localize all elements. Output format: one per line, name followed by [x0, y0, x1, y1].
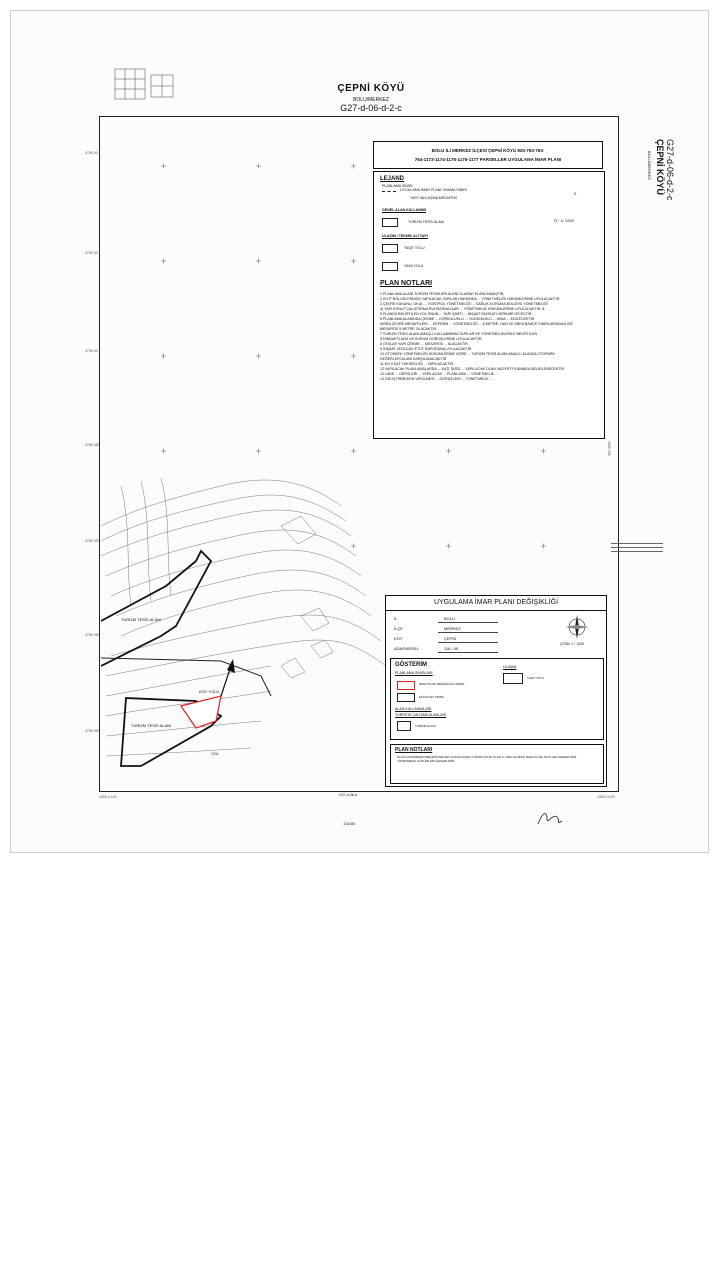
side-sheet-code: G27-d-06-d-2-c [665, 139, 675, 201]
change-block [385, 595, 607, 787]
title-block-line2: 764-1173-1174-1175-1176-1177 PARSELLER UYGULAMA İMAR PLANI [414, 157, 562, 162]
field-label-ada: ADA/PARSEL [394, 646, 419, 651]
plan-note: 8 OTALAR YAPI ÇEKME ... MESAFESİ ... ALACAKTIR. [380, 342, 469, 346]
coord-left-3: 4706 00 [85, 349, 98, 353]
field-label-il: İL [394, 616, 398, 621]
map-label-tourism-bottom: TURİZM TESİS ALANI [131, 723, 172, 728]
gosterim-tourism-areas: TURİSTİK ÇALIŞMA ALANLARI [395, 713, 447, 717]
change-block-heading: UYGULAMA İMAR PLANI DEĞİŞİKLİĞİ [386, 596, 606, 611]
change-notes-panel [390, 744, 604, 784]
legend-planning-limits: PLANLAMA SINIRI [382, 184, 413, 188]
gosterim-parcel-boundary: MÜLKİYET SINIRI [419, 695, 444, 699]
plan-note: KIBRA ÇEVRE MESAFELERİ ... DEPREM ... YÖNETMELİĞİ ... 8 METRE, HAN VE ARKA BAHÇE SINIRLARINDAN İSE [380, 322, 573, 326]
field-value-koy: ÇEPNİ [444, 636, 457, 641]
plan-note: 10 OTOPARK YÖNETMELİĞİ HÜKÜMLERİNE GÖRE ... TURİZM TESİS ALANI AMAÇLI ALANDA OTOPARK [380, 352, 555, 356]
change-boundary-swatch [397, 681, 415, 690]
gosterim-planning-limits: PLANLAMA SINIRLARI [395, 671, 433, 675]
coord-left-2: 4706 50 [85, 251, 98, 255]
sheet-title: ÇEPNİ KÖYÜ [337, 83, 405, 94]
legend-pedestrian-road: TAŞIT YOLU [404, 246, 425, 250]
plan-note: 5 PLANDA BELİRTİLEN YOL ÖNÜN ... YAPI ŞARTI ... İNŞAAT RUHSATI VERİLMEYECEKTİR. [380, 312, 533, 316]
sheet-subtitle: BOLU/MERKEZ [353, 97, 389, 103]
topographic-map [101, 466, 401, 791]
vehicle-road-swatch-2 [503, 673, 523, 684]
legend-scale: Ö : 1/ 1000 [554, 218, 574, 223]
legend-infrastructure: ULAŞIM / TEKNİK ALTYAPI [382, 234, 428, 238]
side-sheet-subtitle: BOLU/MERKEZ [647, 151, 652, 180]
plan-note: 9 İNŞAAT JEOLOJİK ETÜT RAPORUNA UYULACAKTIR. [380, 347, 473, 351]
title-block-line1: BOLU İLİ MERKEZ İLÇESİ ÇEPNİ KÖYÜ 825-763-763- [431, 148, 545, 153]
gosterim-vehicle-road: TAŞIT YOLU [527, 676, 545, 680]
coord-left-5: 4706 400 [85, 539, 100, 543]
plan-note: STANDARTLARA VE KURUM GÖRÜŞLERİNE UYULACAKTIR. [380, 337, 483, 341]
gosterim-tourism-area: TURİZM ALANI [415, 724, 436, 728]
gosterim-panel [390, 658, 604, 740]
corner-left-coord: 4306 14.00 [99, 795, 117, 799]
map-label-tourism-top: TURİZM TESİS ALANI [121, 617, 162, 622]
side-stamp [611, 541, 663, 555]
coord-left-7: 4706 300 [85, 729, 100, 733]
sheet-code: G27-d-06-d-2-c [340, 103, 402, 113]
plan-note: 13 LADE ... DERSLERİ ... YAPILACAK ... PLANLAMA ... YÖNETMELİK ... [380, 372, 499, 376]
legend-panel [373, 171, 605, 439]
gosterim-land-use: ALAN KULLANIMLARI [395, 707, 432, 711]
tourism-area-swatch [382, 218, 398, 227]
legend-tourism-area: TURİZM TESİS ALANI [408, 220, 445, 224]
plan-note: 6 PLANLAMA ALANINDA ÇEKME ... KORKULUKLU ... YÜKSEKLİKLİ ... HAVA ... EDİLECEKTİR. [380, 317, 536, 321]
parcel-boundary-swatch [397, 693, 415, 702]
document-sheet [10, 10, 709, 853]
bottom-scale: 1/1000 [343, 821, 356, 826]
coord-left-1: 4706 00 [85, 151, 98, 155]
north-label: ÇİZİM: 1 / 1000 [560, 642, 585, 646]
change-notes-heading: PLAN NOTLARI [395, 747, 433, 753]
legend-plan-boundary: UYGULAMA İMAR PLANI ONAMA SINIRI [400, 188, 467, 192]
field-label-koy: KÖY [394, 636, 403, 641]
legend-vehicle-road: YAYA YOLU [404, 264, 424, 268]
plan-note: 3 ÇEVRE KANUNU, OKUL ... KONTROL YÖNETMELİĞİ ... SAĞLIK KORUMA BÖLGESİ YÖNETMELİĞİ [380, 302, 548, 306]
sheet-index-grid [111, 63, 181, 105]
legend-building-setback: YAPI YAKLAŞMA MESAFESİ [410, 196, 457, 200]
tourism-area-swatch-2 [397, 721, 411, 731]
gosterim-heading: GÖSTERİM [395, 662, 428, 668]
plan-note: 14 GELİŞTİRMEDEN VERİLMESİ ... GÖRÜŞLERİ ... YÖNETMELİK ... [380, 377, 493, 381]
change-notes-text: PLAN KAPSAMINDA BELİRTİLMEYEN HUSUSLARDA YÜRÜRLÜKTE OLAN 1/ 1000 ÖLÇEKLİ İMAR PLANI NOTLARI GEÇERLİDİR ... YÖNETMELİK HÜKÜMLERİ GEÇERLİDİR. [397, 755, 580, 763]
legend-land-use: GENEL ALAN KULLANIMI [382, 208, 426, 212]
map-label-road: YOL [211, 751, 220, 756]
plan-note: 4) YAPI KONUT ÇALIŞTIRMA RUHSATINA DAİR ... YÖNETMELİK HÜKÜMLERİNE UYULACAKTIR. 8. [380, 307, 546, 311]
gosterim-transport: ULAŞIM [503, 665, 517, 669]
side-sheet-title: ÇEPNİ KÖYÜ [655, 139, 665, 196]
pedestrian-road-swatch [382, 262, 398, 271]
coord-right: 4306 400 [607, 441, 611, 456]
coord-left-6: 4706 350 [85, 633, 100, 637]
field-value-il: BOLU [444, 616, 455, 621]
title-block [373, 141, 603, 169]
plan-notes-list [380, 292, 602, 382]
legend-north: K [574, 192, 577, 196]
gosterim-change-boundary: İMAR PLANI DEĞİŞİKLİĞİ SINIRI [419, 682, 465, 686]
plan-note: 7 TURİZM TESİS ALANI AMAÇLI KULLANIMIMA YAPILAR VE YÖNETMELİKLERLE BELİRTİLEN [380, 332, 537, 336]
coord-left-4: 4706 450 [85, 443, 100, 447]
map-label-village-road: KÖY YOLU [199, 689, 220, 694]
north-arrow-icon [564, 614, 590, 640]
corner-right-coord: 4306 14.00 [597, 795, 615, 799]
vehicle-road-swatch [382, 244, 398, 253]
plan-note: 2 KIYIT BÖLGELERİNDE YAPILACAK YAPILAR HAKKINDA ... YÖNETMELİĞİ HÜKÜMLERİNE UYULACAKTIR. [380, 297, 561, 301]
plan-note: 1 PLANLAMA ALANI TURİZM TESİSLERİ ALANI OLARAK PLANLANMIŞTIR. [380, 292, 505, 296]
plan-boundary-symbol [382, 191, 396, 192]
plan-notes-heading: PLAN NOTLARI [380, 280, 433, 287]
bottom-grid-label: G27-d-06-d [339, 793, 357, 797]
field-value-ada: 116 / 45 [444, 646, 459, 651]
plan-note: 11 KÜ 3 KAT YÜKSEKLİĞİ ... YAPILACAKTIR. [380, 362, 455, 366]
signature [535, 809, 565, 829]
field-label-ilce: İLÇE [394, 626, 403, 631]
plan-note: DEĞERLERİ ALANI KARŞILANACAKTIR. [380, 357, 448, 361]
plan-note: 12 YAPILACAK PLANLAMALARDA ... KATI TARZI ... YAPILACAK OLAN VAZİYET PLANINDA BELİRLENECEKTİR. [380, 367, 566, 371]
plan-note: MESAFESİ 5 METRE OLACAKTIR. [380, 327, 438, 331]
legend-heading: LEJAND [380, 176, 405, 182]
field-value-ilce: MERKEZ [444, 626, 461, 631]
